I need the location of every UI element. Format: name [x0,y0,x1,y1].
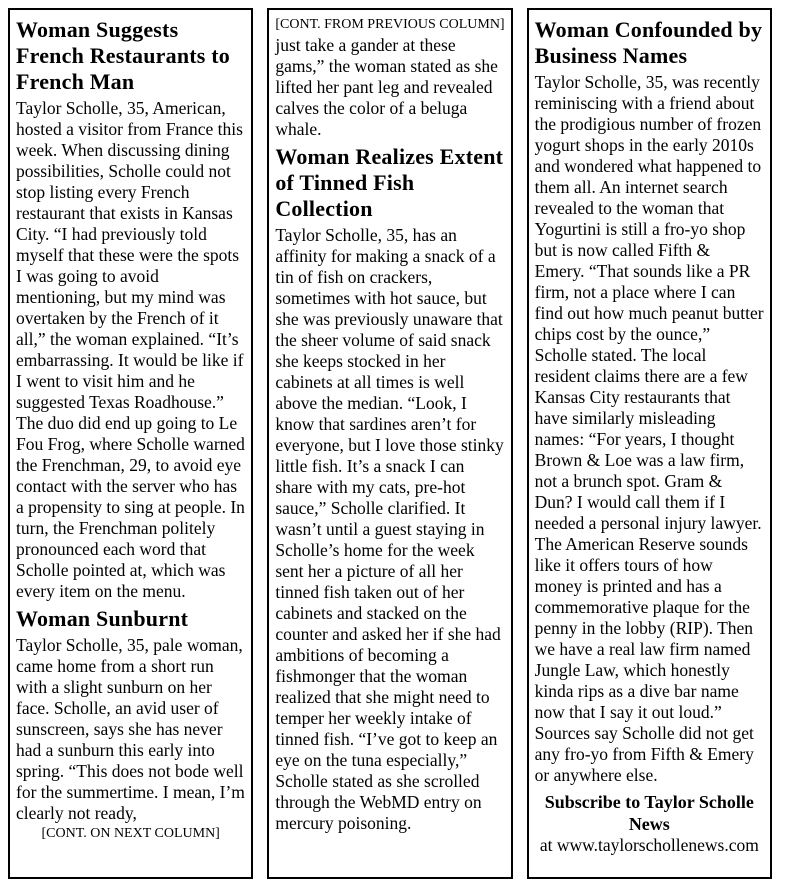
article-sunburnt [16,606,245,824]
article-body: Taylor Scholle, 35, has an affinity for making a snack of a tin of fish on crackers, sometimes with hot sauce, but she was previously unaware that the sheer volume of said snack she keeps stocked in her cabinets at all times is well above the median. “Look, I know that sardines aren’t for everyone, but I love those stinky little fish. It’s a snack I can share with my cats, pre-hot sauce,” Scholle clarified. It wasn’t until a guest staying in Scholle’s home for the week sent her a picture of all her tinned fish taken out of her cabinets and stacked on the counter and asked her if she had ambitions of becoming a fishmonger that the woman realized that she might need to temper her weekly intake of tinned fish. “I’ve got to keep an eye on the tuna especially,” Scholle stated as she scrolled through the WebMD entry on mercury poisoning. [275,225,504,833]
article-business-names [535,17,764,786]
article-headline: Woman Suggests French Restaurants to French Man [16,17,230,94]
article-tinned-fish [275,144,504,834]
continuation-note-next-column: [CONT. ON NEXT COLUMN] [41,826,220,841]
article-headline: Woman Sunburnt [16,606,189,631]
subscribe-text: Subscribe to Taylor Scholle News [544,792,754,834]
subscribe-url: at www.taylorschollenews.com [539,835,759,855]
news-column-1 [8,8,253,879]
subscribe-callout [535,791,764,856]
news-column-2 [267,8,512,879]
article-body-continued: just take a gander at these gams,” the woman stated as she lifted her pant leg and revealed calves the color of a beluga whale. [275,35,498,139]
article-french-restaurants [16,17,245,602]
continuation-note-from-previous: [CONT. FROM PREVIOUS COLUMN] [275,17,505,32]
article-body: Taylor Scholle, 35, pale woman, came home from a short run with a slight sunburn on her face. Scholle, an avid user of sunscreen, says she has never had a sunburn this early into spring. “This does not bode well for the summertime. I mean, I’m clearly not ready, [16,635,245,823]
article-body: Taylor Scholle, 35, American, hosted a visitor from France this week. When discussing dining possibilities, Scholle could not stop listing every French restaurant that exists in Kansas City. “I had previously told myself that these were the spots I was going to avoid mentioning, but my mind was overtaken by the French of it all,” the woman explained. “It’s embarrassing. It would be like if I went to visit him and he suggested Texas Roadhouse.” The duo did end up going to Le Fou Frog, where Scholle warned the Frenchman, 29, to avoid eye contact with the server who has a propensity to sing at people. In turn, the Frenchman politely pronounced each word that Scholle pointed at, which was every item on the menu. [16,98,245,601]
article-headline: Woman Confounded by Business Names [534,17,763,68]
news-column-3 [527,8,772,879]
article-body: Taylor Scholle, 35, was recently reminiscing with a friend about the prodigious number of frozen yogurt shops in the early 2010s and wondered what happened to them all. An internet search revealed to the woman that Yogurtini is still a fro-yo shop but is now called Fifth & Emery. “That sounds like a PR firm, not a place where I can find out how much peanut butter chips cost by the ounce,” Scholle stated. The local resident claims there are a few Kansas City restaurants that have similarly misleading names: “For years, I thought Brown & Loe was a law firm, not a brunch spot. Gram & Dun? I would call them if I needed a personal injury lawyer. The American Reserve sounds like it offers tours of how money is printed and has a commemorative plaque for the penny in the lobby (RIP). Then we have a real law firm named Jungle Law, which honestly kinda rips as a dive bar name now that I say it out loud.” Sources say Scholle did not get any fro-yo from Fifth & Emery or anywhere else. [534,72,764,785]
article-headline: Woman Realizes Extent of Tinned Fish Collection [275,144,504,221]
